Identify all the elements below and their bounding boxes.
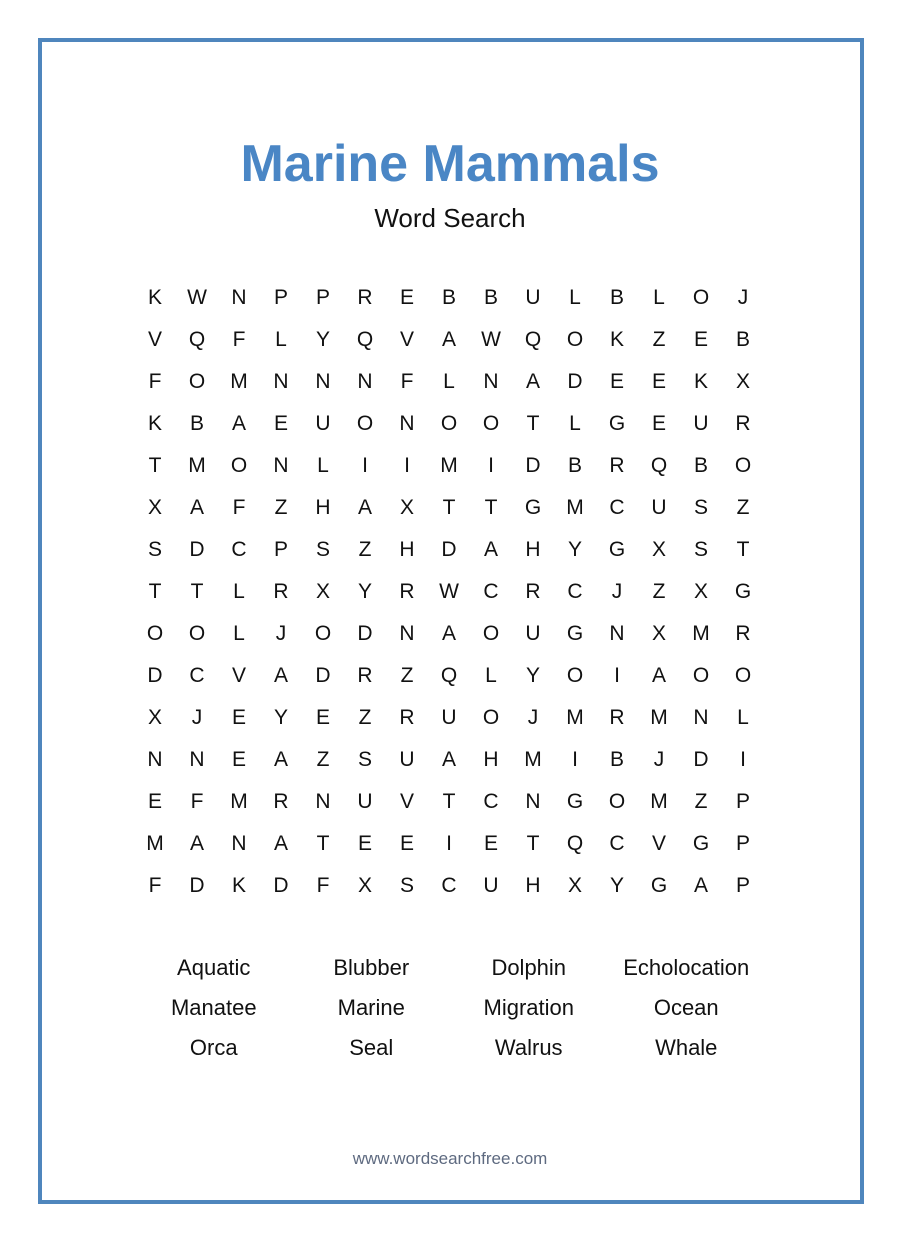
grid-cell: T bbox=[148, 454, 162, 477]
grid-cell: X bbox=[357, 874, 372, 897]
grid-cell: G bbox=[524, 496, 542, 519]
grid-cell: E bbox=[357, 832, 372, 855]
grid-cell: O bbox=[482, 622, 500, 645]
grid-cell: K bbox=[231, 874, 246, 897]
grid-cell: R bbox=[357, 664, 373, 687]
grid-cell: O bbox=[608, 790, 626, 813]
grid-cell: D bbox=[525, 454, 541, 477]
grid-cell: N bbox=[357, 370, 373, 393]
grid-cell: C bbox=[441, 874, 457, 897]
grid-cell: L bbox=[569, 412, 581, 435]
grid-cell: Y bbox=[525, 664, 540, 687]
grid-cell: F bbox=[148, 370, 162, 393]
grid-cell: E bbox=[147, 790, 162, 813]
grid-cell: N bbox=[189, 748, 205, 771]
grid-cell: O bbox=[692, 286, 710, 309]
grid-cell: O bbox=[482, 412, 500, 435]
grid-cell: I bbox=[572, 748, 578, 771]
grid-cell: L bbox=[569, 286, 581, 309]
grid-cell: P bbox=[735, 790, 750, 813]
grid-cell: J bbox=[611, 580, 623, 603]
grid-cell: J bbox=[191, 706, 203, 729]
grid-cell: I bbox=[362, 454, 368, 477]
grid-cell: O bbox=[356, 412, 374, 435]
grid-row bbox=[134, 697, 764, 739]
grid-cell: B bbox=[483, 286, 498, 309]
grid-cell: G bbox=[734, 580, 752, 603]
grid-cell: L bbox=[317, 454, 329, 477]
grid-cell: U bbox=[483, 874, 499, 897]
grid-cell: S bbox=[693, 538, 708, 561]
grid-cell: A bbox=[651, 664, 666, 687]
grid-cell: H bbox=[399, 538, 415, 561]
word-list-item: Marine bbox=[337, 995, 405, 1020]
grid-cell: L bbox=[233, 580, 245, 603]
grid-cell: G bbox=[692, 832, 710, 855]
grid-row bbox=[134, 445, 764, 487]
grid-cell: K bbox=[147, 286, 162, 309]
word-list-item: Ocean bbox=[653, 995, 719, 1020]
grid-cell: M bbox=[230, 370, 248, 393]
grid-cell: L bbox=[653, 286, 665, 309]
grid-cell: M bbox=[146, 832, 164, 855]
word-list-item: Echolocation bbox=[623, 955, 750, 980]
grid-cell: U bbox=[525, 622, 541, 645]
grid-cell: R bbox=[273, 790, 289, 813]
grid-row bbox=[134, 529, 764, 571]
grid-row bbox=[134, 739, 764, 781]
grid-cell: Y bbox=[315, 328, 330, 351]
grid-row bbox=[134, 361, 764, 403]
grid-cell: Q bbox=[440, 664, 458, 687]
grid-cell: Z bbox=[736, 496, 750, 519]
grid-cell: M bbox=[566, 706, 584, 729]
grid-cell: Z bbox=[358, 538, 372, 561]
grid-cell: B bbox=[441, 286, 456, 309]
grid-cell: W bbox=[439, 580, 459, 603]
grid-cell: G bbox=[608, 538, 626, 561]
grid-cell: X bbox=[399, 496, 414, 519]
grid-cell: A bbox=[441, 328, 456, 351]
grid-cell: U bbox=[693, 412, 709, 435]
grid-cell: T bbox=[526, 412, 540, 435]
grid-cell: C bbox=[483, 580, 499, 603]
grid-cell: Y bbox=[609, 874, 624, 897]
grid-cell: G bbox=[566, 790, 584, 813]
grid-row bbox=[134, 319, 764, 361]
grid-cell: O bbox=[482, 706, 500, 729]
word-list-item: Migration bbox=[483, 995, 574, 1020]
grid-cell: Z bbox=[652, 328, 666, 351]
grid-cell: S bbox=[399, 874, 414, 897]
grid-cell: O bbox=[692, 664, 710, 687]
grid-cell: R bbox=[735, 622, 751, 645]
grid-cell: C bbox=[609, 832, 625, 855]
grid-cell: L bbox=[737, 706, 749, 729]
grid-cell: O bbox=[440, 412, 458, 435]
grid-cell: C bbox=[567, 580, 583, 603]
grid-cell: D bbox=[357, 622, 373, 645]
grid-cell: E bbox=[315, 706, 330, 729]
grid-cell: R bbox=[273, 580, 289, 603]
grid-cell: S bbox=[315, 538, 330, 561]
grid-cell: N bbox=[315, 370, 331, 393]
word-list-item: Whale bbox=[655, 1035, 718, 1060]
word-list-item: Aquatic bbox=[177, 955, 251, 980]
grid-cell: Z bbox=[316, 748, 330, 771]
grid-cell: N bbox=[693, 706, 709, 729]
grid-cell: B bbox=[567, 454, 582, 477]
grid-cell: I bbox=[740, 748, 746, 771]
word-list-item: Orca bbox=[189, 1035, 238, 1060]
grid-cell: T bbox=[190, 580, 204, 603]
grid-cell: H bbox=[525, 538, 541, 561]
grid-cell: S bbox=[357, 748, 372, 771]
grid-cell: H bbox=[483, 748, 499, 771]
grid-cell: L bbox=[275, 328, 287, 351]
grid-cell: E bbox=[231, 748, 246, 771]
grid-cell: F bbox=[148, 874, 162, 897]
grid-cell: D bbox=[147, 664, 163, 687]
grid-cell: B bbox=[735, 328, 750, 351]
letter-grid bbox=[134, 277, 764, 907]
grid-cell: Q bbox=[524, 328, 542, 351]
grid-cell: U bbox=[399, 748, 415, 771]
grid-cell: N bbox=[273, 370, 289, 393]
grid-cell: A bbox=[525, 370, 540, 393]
grid-cell: T bbox=[484, 496, 498, 519]
word-list-item: Dolphin bbox=[491, 955, 567, 980]
grid-cell: E bbox=[609, 370, 624, 393]
grid-row bbox=[134, 571, 764, 613]
grid-row bbox=[134, 277, 764, 319]
grid-cell: J bbox=[653, 748, 665, 771]
grid-cell: D bbox=[693, 748, 709, 771]
grid-cell: A bbox=[441, 622, 456, 645]
grid-cell: C bbox=[483, 790, 499, 813]
grid-cell: D bbox=[567, 370, 583, 393]
grid-cell: S bbox=[147, 538, 162, 561]
grid-cell: M bbox=[650, 706, 668, 729]
grid-cell: M bbox=[650, 790, 668, 813]
word-list bbox=[135, 948, 765, 1068]
grid-cell: O bbox=[188, 622, 206, 645]
grid-row bbox=[134, 655, 764, 697]
grid-cell: K bbox=[693, 370, 708, 393]
grid-cell: E bbox=[483, 832, 498, 855]
grid-cell: E bbox=[651, 370, 666, 393]
grid-cell: M bbox=[524, 748, 542, 771]
grid-cell: U bbox=[651, 496, 667, 519]
grid-cell: N bbox=[315, 790, 331, 813]
grid-row bbox=[134, 865, 764, 907]
grid-cell: O bbox=[230, 454, 248, 477]
grid-cell: A bbox=[189, 496, 204, 519]
grid-cell: T bbox=[148, 580, 162, 603]
grid-cell: P bbox=[735, 874, 750, 897]
grid-cell: F bbox=[400, 370, 414, 393]
word-list-item: Walrus bbox=[494, 1035, 563, 1060]
grid-cell: A bbox=[693, 874, 708, 897]
grid-cell: C bbox=[231, 538, 247, 561]
grid-cell: A bbox=[273, 832, 288, 855]
grid-cell: L bbox=[233, 622, 245, 645]
grid-cell: R bbox=[609, 706, 625, 729]
grid-cell: B bbox=[189, 412, 204, 435]
grid-cell: R bbox=[609, 454, 625, 477]
grid-cell: X bbox=[735, 370, 750, 393]
grid-cell: A bbox=[189, 832, 204, 855]
grid-cell: D bbox=[189, 874, 205, 897]
word-list-item: Seal bbox=[349, 1035, 394, 1060]
grid-cell: H bbox=[315, 496, 331, 519]
grid-cell: N bbox=[231, 832, 247, 855]
grid-cell: R bbox=[357, 286, 373, 309]
grid-cell: M bbox=[692, 622, 710, 645]
grid-cell: C bbox=[609, 496, 625, 519]
grid-cell: A bbox=[273, 664, 288, 687]
grid-cell: I bbox=[488, 454, 494, 477]
grid-cell: Z bbox=[358, 706, 372, 729]
grid-cell: J bbox=[275, 622, 287, 645]
grid-cell: O bbox=[566, 664, 584, 687]
grid-cell: C bbox=[189, 664, 205, 687]
page-subtitle: Word Search bbox=[374, 203, 526, 233]
grid-cell: B bbox=[609, 748, 624, 771]
grid-row bbox=[134, 613, 764, 655]
grid-cell: U bbox=[357, 790, 373, 813]
grid-cell: Y bbox=[357, 580, 372, 603]
grid-cell: U bbox=[525, 286, 541, 309]
grid-cell: O bbox=[566, 328, 584, 351]
grid-row bbox=[134, 823, 764, 865]
grid-cell: K bbox=[147, 412, 162, 435]
grid-cell: O bbox=[146, 622, 164, 645]
grid-cell: B bbox=[609, 286, 624, 309]
grid-cell: N bbox=[273, 454, 289, 477]
grid-cell: X bbox=[147, 706, 162, 729]
footer-url: www.wordsearchfree.com bbox=[352, 1149, 548, 1168]
word-list-item: Blubber bbox=[333, 955, 410, 980]
grid-cell: V bbox=[147, 328, 162, 351]
grid-cell: G bbox=[650, 874, 668, 897]
grid-cell: X bbox=[147, 496, 162, 519]
grid-cell: D bbox=[441, 538, 457, 561]
grid-cell: Q bbox=[356, 328, 374, 351]
grid-cell: G bbox=[566, 622, 584, 645]
grid-cell: N bbox=[399, 412, 415, 435]
grid-cell: R bbox=[399, 580, 415, 603]
grid-cell: W bbox=[481, 328, 501, 351]
grid-row bbox=[134, 403, 764, 445]
grid-cell: B bbox=[693, 454, 708, 477]
grid-cell: M bbox=[230, 790, 248, 813]
grid-cell: P bbox=[315, 286, 330, 309]
grid-cell: T bbox=[442, 790, 456, 813]
word-list-item: Manatee bbox=[170, 995, 257, 1020]
grid-cell: F bbox=[190, 790, 204, 813]
grid-row bbox=[134, 781, 764, 823]
grid-cell: Q bbox=[650, 454, 668, 477]
grid-cell: O bbox=[734, 454, 752, 477]
grid-cell: N bbox=[231, 286, 247, 309]
grid-cell: Z bbox=[694, 790, 708, 813]
grid-cell: X bbox=[651, 538, 666, 561]
grid-cell: A bbox=[357, 496, 372, 519]
grid-cell: M bbox=[440, 454, 458, 477]
grid-cell: D bbox=[273, 874, 289, 897]
grid-cell: Q bbox=[566, 832, 584, 855]
grid-cell: L bbox=[485, 664, 497, 687]
grid-cell: I bbox=[446, 832, 452, 855]
grid-cell: M bbox=[188, 454, 206, 477]
grid-cell: D bbox=[315, 664, 331, 687]
grid-cell: R bbox=[399, 706, 415, 729]
grid-cell: U bbox=[315, 412, 331, 435]
grid-cell: T bbox=[442, 496, 456, 519]
grid-cell: J bbox=[737, 286, 749, 309]
page-title: Marine Mammals bbox=[240, 135, 660, 193]
grid-cell: V bbox=[651, 832, 666, 855]
grid-cell: A bbox=[483, 538, 498, 561]
grid-cell: E bbox=[273, 412, 288, 435]
grid-cell: F bbox=[232, 496, 246, 519]
grid-cell: T bbox=[526, 832, 540, 855]
grid-cell: M bbox=[566, 496, 584, 519]
grid-cell: D bbox=[189, 538, 205, 561]
grid-cell: Z bbox=[400, 664, 414, 687]
grid-cell: A bbox=[231, 412, 246, 435]
grid-cell: N bbox=[399, 622, 415, 645]
grid-cell: X bbox=[693, 580, 708, 603]
grid-cell: O bbox=[314, 622, 332, 645]
grid-cell: N bbox=[525, 790, 541, 813]
grid-cell: V bbox=[399, 328, 414, 351]
grid-cell: O bbox=[188, 370, 206, 393]
grid-cell: E bbox=[399, 286, 414, 309]
grid-cell: I bbox=[404, 454, 410, 477]
grid-cell: N bbox=[147, 748, 163, 771]
grid-cell: X bbox=[567, 874, 582, 897]
grid-cell: V bbox=[231, 664, 246, 687]
grid-cell: T bbox=[736, 538, 750, 561]
grid-cell: X bbox=[315, 580, 330, 603]
grid-cell: Y bbox=[567, 538, 582, 561]
grid-cell: I bbox=[614, 664, 620, 687]
grid-cell: E bbox=[651, 412, 666, 435]
grid-cell: J bbox=[527, 706, 539, 729]
grid-cell: K bbox=[609, 328, 624, 351]
grid-cell: P bbox=[273, 538, 288, 561]
grid-cell: U bbox=[441, 706, 457, 729]
grid-cell: E bbox=[231, 706, 246, 729]
grid-cell: A bbox=[441, 748, 456, 771]
grid-row bbox=[134, 487, 764, 529]
grid-cell: G bbox=[608, 412, 626, 435]
grid-cell: R bbox=[735, 412, 751, 435]
grid-cell: Q bbox=[188, 328, 206, 351]
grid-cell: A bbox=[273, 748, 288, 771]
grid-cell: X bbox=[651, 622, 666, 645]
grid-cell: P bbox=[735, 832, 750, 855]
grid-cell: N bbox=[609, 622, 625, 645]
grid-cell: S bbox=[693, 496, 708, 519]
grid-cell: W bbox=[187, 286, 207, 309]
grid-cell: Y bbox=[273, 706, 288, 729]
grid-cell: H bbox=[525, 874, 541, 897]
grid-cell: F bbox=[316, 874, 330, 897]
grid-cell: P bbox=[273, 286, 288, 309]
grid-cell: R bbox=[525, 580, 541, 603]
grid-cell: E bbox=[693, 328, 708, 351]
grid-cell: T bbox=[316, 832, 330, 855]
grid-cell: E bbox=[399, 832, 414, 855]
grid-cell: L bbox=[443, 370, 455, 393]
grid-cell: F bbox=[232, 328, 246, 351]
grid-cell: Z bbox=[652, 580, 666, 603]
grid-cell: O bbox=[734, 664, 752, 687]
grid-cell: V bbox=[399, 790, 414, 813]
grid-cell: Z bbox=[274, 496, 288, 519]
grid-cell: N bbox=[483, 370, 499, 393]
